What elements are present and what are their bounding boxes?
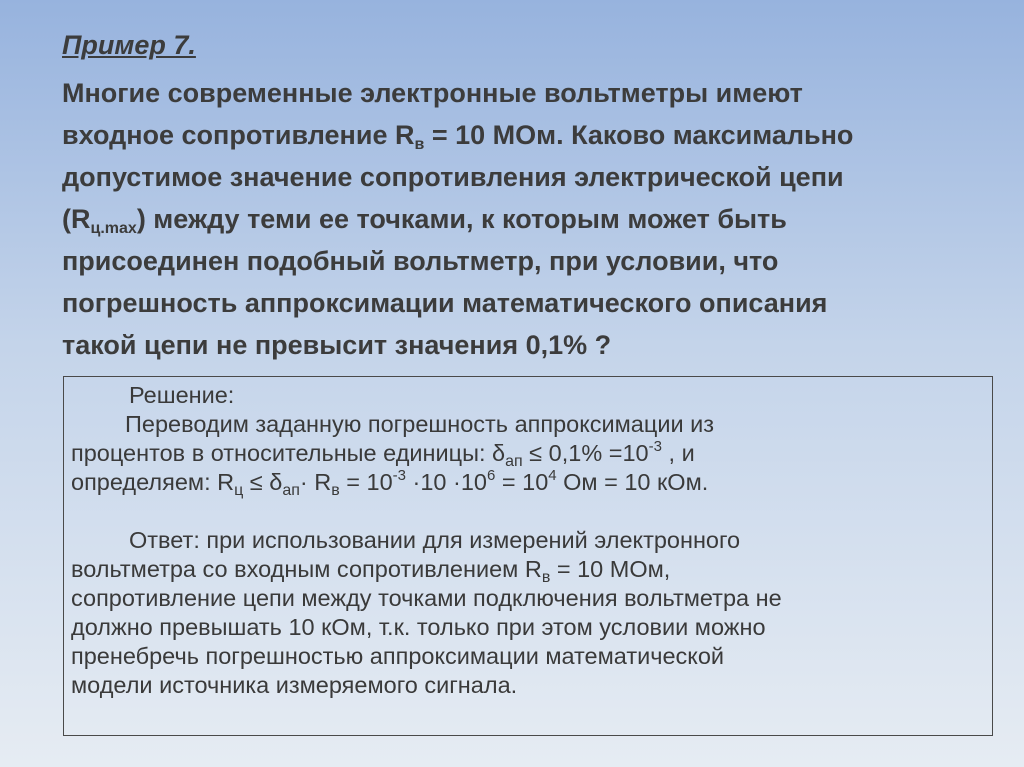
problem-text: погрешность аппроксимации математического описания [62,288,828,318]
answer-line [71,642,986,671]
problem-text: такой цепи не превысит значения 0,1% ? [62,330,612,360]
spacer [71,497,986,526]
solution-text-run: ·10 ·10 [406,469,487,495]
subscript: в [331,482,340,499]
solution-text-run: ≤ δ [243,469,283,495]
superscript: 4 [548,467,557,484]
solution-text [71,381,986,700]
problem-line [62,240,992,282]
solution-text-run: = 10 [495,469,549,495]
answer-text: Ответ: при использовании для измерений электронного [129,527,741,553]
answer-line [71,526,986,555]
problem-text: присоединен подобный вольтметр, при условии, что [62,246,779,276]
problem-text: (R [62,204,91,234]
solution-text-run: , и [661,440,695,466]
problem-text: = 10 МОм. Каково максимально [424,120,854,150]
answer-text: = 10 МОм, [550,556,671,582]
solution-text-run: процентов в относительные единицы: δ [71,440,506,466]
superscript: -3 [648,438,662,455]
solution-text-run: ≤ 0,1% =10 [522,440,649,466]
problem-statement [62,72,992,366]
answer-text: модели источника измеряемого сигнала. [71,672,518,698]
problem-text: Многие современные электронные вольтметры имеют [62,78,803,108]
subscript: в [414,136,425,153]
solution-text-run: · R [299,469,332,495]
problem-line [62,282,992,324]
subscript: ц [234,482,244,499]
answer-text: сопротивление цепи между точками подключения вольтметра не [71,585,782,611]
problem-text: входное сопротивление R [62,120,415,150]
subscript: ц.max [90,220,137,237]
subscript: в [541,569,551,586]
answer-text: должно превышать 10 кОм, т.к. только при этом условии можно [71,614,766,640]
subscript: ап [505,453,523,470]
slide-title: Пример 7. [62,30,196,60]
problem-text: ) между теми ее точками, к которым может быть [136,204,787,234]
problem-line [62,324,992,366]
solution-line [71,468,986,497]
problem-line [62,198,992,240]
superscript: 6 [487,467,496,484]
solution-text-run: определяем: R [71,469,235,495]
answer-line [71,555,986,584]
solution-heading: Решение: [129,382,235,408]
superscript: -3 [392,467,406,484]
solution-text-run: Переводим заданную погрешность аппроксимации из [125,411,715,437]
answer-line [71,584,986,613]
solution-box [63,376,993,736]
problem-text: допустимое значение сопротивления электрической цепи [62,162,844,192]
answer-text: пренебречь погрешностью аппроксимации математической [71,643,725,669]
problem-line [62,72,992,114]
solution-line [71,410,986,439]
solution-line [71,439,986,468]
solution-text-run: Ом = 10 кОм. [556,469,709,495]
answer-line [71,671,986,700]
solution-text-run: = 10 [339,469,393,495]
answer-text: вольтметра со входным сопротивлением R [71,556,542,582]
subscript: ап [282,482,300,499]
problem-line [62,114,992,156]
answer-line [71,613,986,642]
problem-line [62,156,992,198]
